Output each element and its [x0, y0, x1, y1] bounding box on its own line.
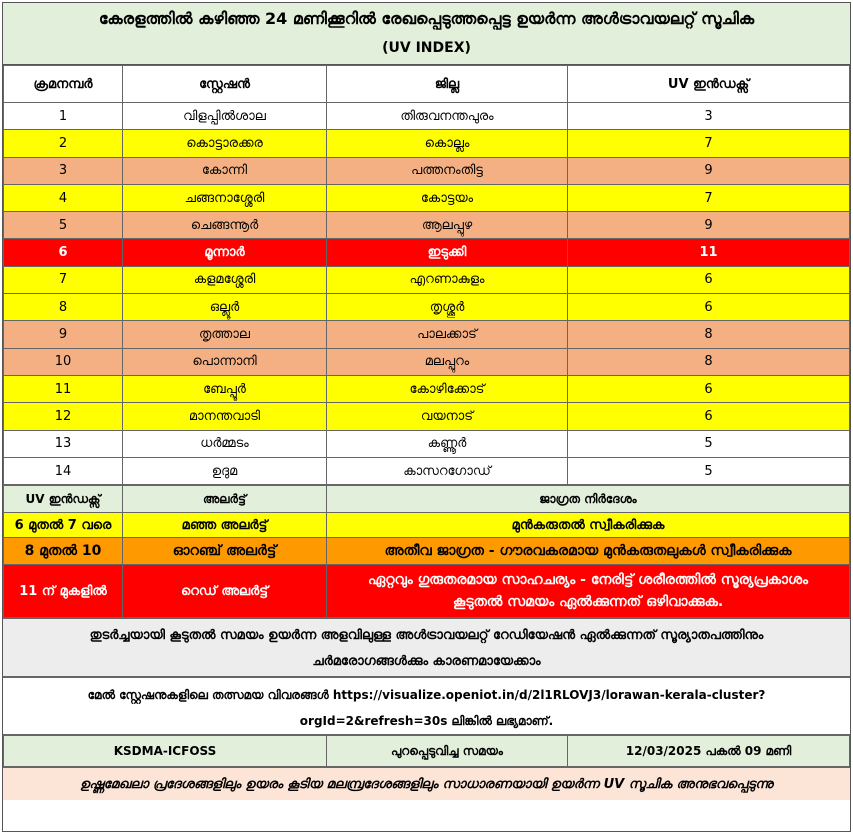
cell-district: കോഴിക്കോട്	[327, 375, 568, 402]
cell-station: തൃത്താല	[123, 321, 327, 348]
footer-table	[3, 735, 850, 767]
cell-station: പൊന്നാനി	[123, 348, 327, 375]
live-data-note: മേൽ സ്റ്റേഷനുകളിലെ തത്സമയ വിവരങ്ങൾ https://visualize.openiot.in/d/2l1RLOVJ3/lorawan-kerala-cluster?orgId=2&refresh=30s ലിങ്കിൽ ലഭ്യമാണ്.	[3, 677, 850, 735]
cell-serial: 3	[4, 157, 123, 184]
cell-station: മൂന്നാർ	[123, 239, 327, 266]
cell-serial: 6	[4, 239, 123, 266]
legend-red-advice-line1: ഏറ്റവും ഗുരുതരമായ സാഹചര്യം - നേരിട്ട് ശരീരത്തിൽ സൂര്യപ്രകാശം	[367, 572, 809, 589]
cell-station: ധർമ്മടം	[123, 430, 327, 457]
cell-uv-index: 5	[568, 430, 850, 457]
cell-uv-index: 3	[568, 103, 850, 130]
cell-district: കണ്ണൂർ	[327, 430, 568, 457]
health-warning-note	[3, 618, 850, 677]
cell-uv-index: 6	[568, 294, 850, 321]
table-row	[4, 157, 850, 184]
cell-uv-index: 6	[568, 375, 850, 402]
cell-uv-index: 7	[568, 184, 850, 211]
legend-header-alert: അലർട്ട്	[123, 486, 327, 513]
legend-header-advice: ജാഗ്രത നിർദേശം	[327, 486, 850, 513]
header-district: ജില്ല	[327, 66, 568, 103]
legend-red-alert: റെഡ് അലർട്ട്	[123, 565, 327, 618]
cell-uv-index: 6	[568, 266, 850, 293]
alert-legend-table	[3, 485, 850, 618]
legend-red-advice-line2: കൂടുതൽ സമയം ഏൽക്കുന്നത് ഒഴിവാക്കുക.	[452, 594, 724, 611]
cell-district: പാലക്കാട്	[327, 321, 568, 348]
legend-yellow-range: 6 മുതൽ 7 വരെ	[4, 513, 123, 538]
health-warning-line2: ചർമരോഗങ്ങൾക്കും കാരണമായേക്കാം	[312, 654, 541, 670]
cell-district: തൃശ്ശൂർ	[327, 294, 568, 321]
page-title: കേരളത്തിൽ കഴിഞ്ഞ 24 മണിക്കൂറിൽ രേഖപ്പെടുത്തപ്പെട്ട ഉയർന്ന അൾട്രാവയലറ്റ് സൂചിക	[98, 9, 755, 28]
cell-district: കാസറഗോഡ്	[327, 457, 568, 484]
legend-orange-advice: അതീവ ജാഗ്രത - ഗൗരവകരമായ മുൻകരുതലുകൾ സ്വീകരിക്കുക	[327, 538, 850, 565]
title-block	[3, 3, 850, 65]
cell-station: ചെങ്ങന്നൂർ	[123, 212, 327, 239]
table-row	[4, 430, 850, 457]
cell-district: വയനാട്	[327, 403, 568, 430]
cell-serial: 5	[4, 212, 123, 239]
table-row	[4, 457, 850, 484]
uv-station-table	[3, 65, 850, 485]
cell-uv-index: 8	[568, 321, 850, 348]
cell-serial: 11	[4, 375, 123, 402]
legend-red-advice	[327, 565, 850, 618]
table-row	[4, 348, 850, 375]
cell-district: എറണാകുളം	[327, 266, 568, 293]
cell-serial: 10	[4, 348, 123, 375]
cell-station: കോന്നി	[123, 157, 327, 184]
table-row	[4, 212, 850, 239]
legend-row-yellow	[4, 513, 850, 538]
bottom-banner: ഉഷ്ണമേഖലാ പ്രദേശങ്ങളിലും ഉയരം കൂടിയ മലമ്പ്രദേശങ്ങളിലും സാധാരണയായി ഉയർന്ന UV സൂചിക അനുഭവപ്പെടുന്നു	[3, 767, 850, 800]
legend-row-red	[4, 565, 850, 618]
header-station: സ്റ്റേഷൻ	[123, 66, 327, 103]
cell-station: കളമശ്ശേരി	[123, 266, 327, 293]
legend-yellow-alert: മഞ്ഞ അലർട്ട്	[123, 513, 327, 538]
cell-serial: 14	[4, 457, 123, 484]
table-row	[4, 239, 850, 266]
legend-orange-range: 8 മുതൽ 10	[4, 538, 123, 565]
cell-district: കൊല്ലം	[327, 130, 568, 157]
cell-station: ഉദുമ	[123, 457, 327, 484]
page-subtitle: (UV INDEX)	[382, 40, 471, 56]
footer-source: KSDMA-ICFOSS	[4, 736, 327, 767]
cell-station: വിളപ്പിൽശാല	[123, 103, 327, 130]
cell-station: മാനന്തവാടി	[123, 403, 327, 430]
cell-district: ആലപ്പുഴ	[327, 212, 568, 239]
table-row	[4, 375, 850, 402]
cell-uv-index: 9	[568, 157, 850, 184]
header-serial: ക്രമനമ്പർ	[4, 66, 123, 103]
table-row	[4, 184, 850, 211]
cell-serial: 2	[4, 130, 123, 157]
cell-serial: 8	[4, 294, 123, 321]
cell-station: ഒല്ലൂർ	[123, 294, 327, 321]
legend-red-range: 11 ന് മുകളിൽ	[4, 565, 123, 618]
cell-station: ചങ്ങനാശ്ശേരി	[123, 184, 327, 211]
cell-district: മലപ്പുറം	[327, 348, 568, 375]
cell-district: ഇടുക്കി	[327, 239, 568, 266]
cell-uv-index: 5	[568, 457, 850, 484]
uv-index-sheet	[2, 2, 851, 832]
legend-yellow-advice: മുൻകരുതൽ സ്വീകരിക്കുക	[327, 513, 850, 538]
legend-header-uv: UV ഇൻഡക്സ്	[4, 486, 123, 513]
cell-uv-index: 7	[568, 130, 850, 157]
cell-uv-index: 11	[568, 239, 850, 266]
table-body	[4, 103, 850, 485]
cell-station: കൊട്ടാരക്കര	[123, 130, 327, 157]
cell-uv-index: 6	[568, 403, 850, 430]
cell-district: പത്തനംതിട്ട	[327, 157, 568, 184]
table-row	[4, 321, 850, 348]
footer-row	[4, 736, 850, 767]
cell-station: ബേപ്പൂർ	[123, 375, 327, 402]
cell-serial: 1	[4, 103, 123, 130]
legend-row-orange	[4, 538, 850, 565]
cell-serial: 13	[4, 430, 123, 457]
table-row	[4, 294, 850, 321]
table-row	[4, 266, 850, 293]
legend-orange-alert: ഓറഞ്ച് അലർട്ട്	[123, 538, 327, 565]
health-warning-line1: തുടർച്ചയായി കൂടുതൽ സമയം ഉയർന്ന അളവിലുള്ള അൾട്രാവയലറ്റ് റേഡിയേഷൻ ഏൽക്കുന്നത് സൂര്യാതപത്തിനും	[89, 628, 764, 644]
table-header-row	[4, 66, 850, 103]
cell-serial: 4	[4, 184, 123, 211]
cell-serial: 7	[4, 266, 123, 293]
header-uv-index: UV ഇൻഡക്സ്	[568, 66, 850, 103]
cell-serial: 12	[4, 403, 123, 430]
table-row	[4, 403, 850, 430]
table-row	[4, 103, 850, 130]
cell-district: തിരുവനന്തപുരം	[327, 103, 568, 130]
cell-uv-index: 9	[568, 212, 850, 239]
legend-header-row	[4, 486, 850, 513]
cell-serial: 9	[4, 321, 123, 348]
footer-published-value: 12/03/2025 പകൽ 09 മണി	[568, 736, 850, 767]
footer-published-label: പുറപ്പെടുവിച്ച സമയം	[327, 736, 568, 767]
table-row	[4, 130, 850, 157]
cell-uv-index: 8	[568, 348, 850, 375]
cell-district: കോട്ടയം	[327, 184, 568, 211]
